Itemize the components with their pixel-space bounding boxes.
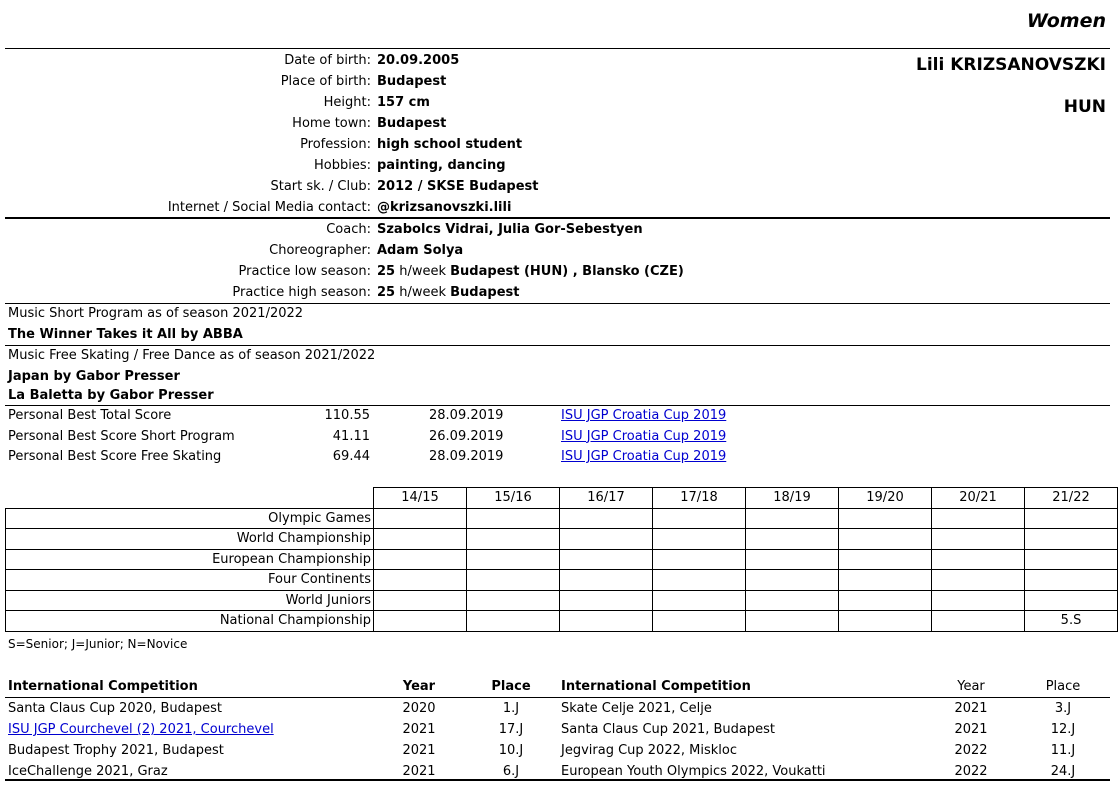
championship-name: European Championship <box>6 549 374 570</box>
championship-result <box>560 508 653 529</box>
championship-name: National Championship <box>6 611 374 632</box>
intl-right-year: 2022 <box>954 764 988 779</box>
legend: S=Senior; J=Junior; N=Novice <box>8 637 188 651</box>
season-header: 18/19 <box>746 488 839 509</box>
intl-left-comp[interactable]: ISU JGP Courchevel (2) 2021, Courchevel <box>8 722 274 737</box>
pb-label: Personal Best Score Free Skating <box>8 449 222 464</box>
championship-result <box>932 549 1025 570</box>
championship-result <box>467 549 560 570</box>
intl-left-comp: Santa Claus Cup 2020, Budapest <box>8 701 222 716</box>
coach-value: Szabolcs Vidrai, Julia Gor-Sebestyen <box>377 222 643 237</box>
championship-result <box>1025 549 1118 570</box>
choreographer-label: Choreographer: <box>269 243 371 258</box>
practice-high-value <box>377 282 519 303</box>
championship-result <box>374 570 467 591</box>
intl-left-place: 1.J <box>502 701 520 716</box>
intl-right-header-place: Place <box>1045 679 1081 694</box>
championship-row <box>6 570 1118 591</box>
championship-result <box>374 549 467 570</box>
championship-result <box>467 570 560 591</box>
championship-result <box>1025 529 1118 550</box>
championship-result <box>932 570 1025 591</box>
practice-high-hours: 25 <box>377 285 396 300</box>
championship-result <box>932 529 1025 550</box>
pb-score: 41.11 <box>332 428 370 444</box>
intl-right-comp: Skate Celje 2021, Celje <box>561 701 712 716</box>
championship-result <box>839 570 932 591</box>
championship-result <box>653 611 746 632</box>
championship-result <box>374 508 467 529</box>
pb-label: Personal Best Score Short Program <box>8 428 235 444</box>
music-fs-title-1: Japan by Gabor Presser <box>8 369 180 384</box>
bio-value: 157 cm <box>377 95 430 110</box>
championship-result <box>839 529 932 550</box>
bio-label: Start sk. / Club: <box>270 179 371 194</box>
pb-date: 28.09.2019 <box>429 408 504 423</box>
pb-event-link[interactable]: ISU JGP Croatia Cup 2019 <box>561 428 727 444</box>
season-header: 17/18 <box>653 488 746 509</box>
championship-result <box>653 590 746 611</box>
music-sp-title: The Winner Takes it All by ABBA <box>8 327 243 342</box>
intl-left-comp: IceChallenge 2021, Graz <box>8 764 168 779</box>
choreographer-value: Adam Solya <box>377 243 464 258</box>
intl-left-header-year: Year <box>402 679 436 694</box>
practice-low-place: Budapest (HUN) , Blansko (CZE) <box>450 264 684 279</box>
championship-result <box>560 549 653 570</box>
intl-right-place: 3.J <box>1054 701 1072 716</box>
intl-left-header-comp: International Competition <box>8 679 198 694</box>
championship-result <box>839 611 932 632</box>
championship-result <box>653 508 746 529</box>
championship-result <box>839 549 932 570</box>
championship-result <box>560 590 653 611</box>
championship-result <box>374 529 467 550</box>
championship-result <box>746 508 839 529</box>
championship-row <box>6 529 1118 550</box>
intl-left-header-place: Place <box>491 679 531 694</box>
pb-score: 69.44 <box>332 449 370 464</box>
intl-right-year: 2022 <box>954 743 988 758</box>
championship-name: World Championship <box>6 529 374 550</box>
bio-label: Height: <box>323 95 371 110</box>
intl-left-comp: Budapest Trophy 2021, Budapest <box>8 743 224 758</box>
season-header: 16/17 <box>560 488 653 509</box>
championship-result <box>560 570 653 591</box>
season-header: 19/20 <box>839 488 932 509</box>
practice-low-hours: 25 <box>377 264 396 279</box>
bio-value: painting, dancing <box>377 158 506 173</box>
season-header: 15/16 <box>467 488 560 509</box>
music-fs-title-2: La Baletta by Gabor Presser <box>8 388 214 403</box>
season-header: 21/22 <box>1025 488 1118 509</box>
championship-row <box>6 611 1118 632</box>
athlete-name: Lili KRIZSANOVSZKI <box>916 55 1106 75</box>
season-header-row <box>6 488 1118 509</box>
intl-left-place: 6.J <box>502 764 520 779</box>
bio-label: Hobbies: <box>314 158 371 173</box>
championship-row <box>6 549 1118 570</box>
bio-value: 2012 / SKSE Budapest <box>377 179 539 194</box>
practice-low-value <box>377 261 684 282</box>
bio-value: Budapest <box>377 116 447 131</box>
championship-result <box>746 590 839 611</box>
bio-value: @krizsanovszki.lili <box>377 200 512 215</box>
championship-result <box>467 508 560 529</box>
pb-label: Personal Best Total Score <box>8 408 172 423</box>
music-sp-header: Music Short Program as of season 2021/2022 <box>8 306 304 321</box>
bio-value: Budapest <box>377 74 447 89</box>
championship-result <box>932 611 1025 632</box>
championship-grid <box>5 487 1118 632</box>
practice-low-unit: h/week <box>395 264 451 279</box>
practice-high-unit: h/week <box>395 285 451 300</box>
bio-label: Profession: <box>300 137 371 152</box>
bio-label: Date of birth: <box>284 53 371 68</box>
bio-label: Place of birth: <box>280 74 371 89</box>
championship-result <box>467 529 560 550</box>
practice-high-place: Budapest <box>450 285 520 300</box>
intl-right-header-comp: International Competition <box>561 679 751 694</box>
divider <box>5 48 1110 49</box>
coach-label: Coach: <box>326 222 371 237</box>
championship-result <box>746 549 839 570</box>
championship-result <box>746 570 839 591</box>
intl-right-comp: European Youth Olympics 2022, Voukatti <box>561 764 826 779</box>
championship-result <box>1025 570 1118 591</box>
category-title: Women <box>1026 10 1106 32</box>
intl-left-place: 10.J <box>498 743 524 758</box>
championship-result <box>653 570 746 591</box>
pb-date: 28.09.2019 <box>429 449 504 464</box>
championship-result <box>560 611 653 632</box>
championship-result <box>653 529 746 550</box>
season-header: 20/21 <box>932 488 1025 509</box>
pb-score: 110.55 <box>324 408 370 423</box>
championship-result <box>467 611 560 632</box>
championship-result <box>932 590 1025 611</box>
pb-event-link[interactable]: ISU JGP Croatia Cup 2019 <box>561 408 727 423</box>
bio-value: high school student <box>377 137 523 152</box>
intl-left-year: 2021 <box>402 764 436 779</box>
championship-result: 5.S <box>1025 611 1118 632</box>
championship-result <box>374 611 467 632</box>
music-fs-header: Music Free Skating / Free Dance as of season 2021/2022 <box>8 348 376 363</box>
intl-left-year: 2020 <box>402 701 436 716</box>
pb-date: 26.09.2019 <box>429 428 504 444</box>
grid-corner <box>6 488 374 509</box>
championship-row <box>6 508 1118 529</box>
championship-name: World Juniors <box>6 590 374 611</box>
intl-left-year: 2021 <box>402 743 436 758</box>
bio-value: 20.09.2005 <box>377 53 460 68</box>
championship-name: Four Continents <box>6 570 374 591</box>
intl-right-comp: Santa Claus Cup 2021, Budapest <box>561 722 775 737</box>
intl-right-header-year: Year <box>957 679 985 694</box>
championship-row <box>6 590 1118 611</box>
intl-right-place: 11.J <box>1050 743 1076 758</box>
championship-result <box>746 611 839 632</box>
championship-result <box>746 529 839 550</box>
bio-label: Home town: <box>292 116 371 131</box>
intl-right-place: 24.J <box>1050 764 1076 779</box>
practice-high-label: Practice high season: <box>232 285 371 300</box>
championship-result <box>839 590 932 611</box>
intl-right-place: 12.J <box>1050 722 1076 737</box>
pb-event-link[interactable]: ISU JGP Croatia Cup 2019 <box>561 449 727 464</box>
season-header: 14/15 <box>374 488 467 509</box>
bio-label: Internet / Social Media contact: <box>167 200 371 215</box>
intl-left-place: 17.J <box>498 722 524 737</box>
practice-low-label: Practice low season: <box>238 264 371 279</box>
intl-right-year: 2021 <box>954 701 988 716</box>
championship-result <box>839 508 932 529</box>
athlete-nation: HUN <box>1063 97 1106 117</box>
intl-right-comp: Jegvirag Cup 2022, Miskloc <box>561 743 737 758</box>
championship-result <box>1025 590 1118 611</box>
championship-result <box>560 529 653 550</box>
championship-result <box>653 549 746 570</box>
championship-name: Olympic Games <box>6 508 374 529</box>
championship-result <box>1025 508 1118 529</box>
intl-left-year: 2021 <box>402 722 436 737</box>
divider <box>5 779 1110 781</box>
championship-result <box>467 590 560 611</box>
championship-result <box>374 590 467 611</box>
championship-result <box>932 508 1025 529</box>
intl-right-year: 2021 <box>954 722 988 737</box>
